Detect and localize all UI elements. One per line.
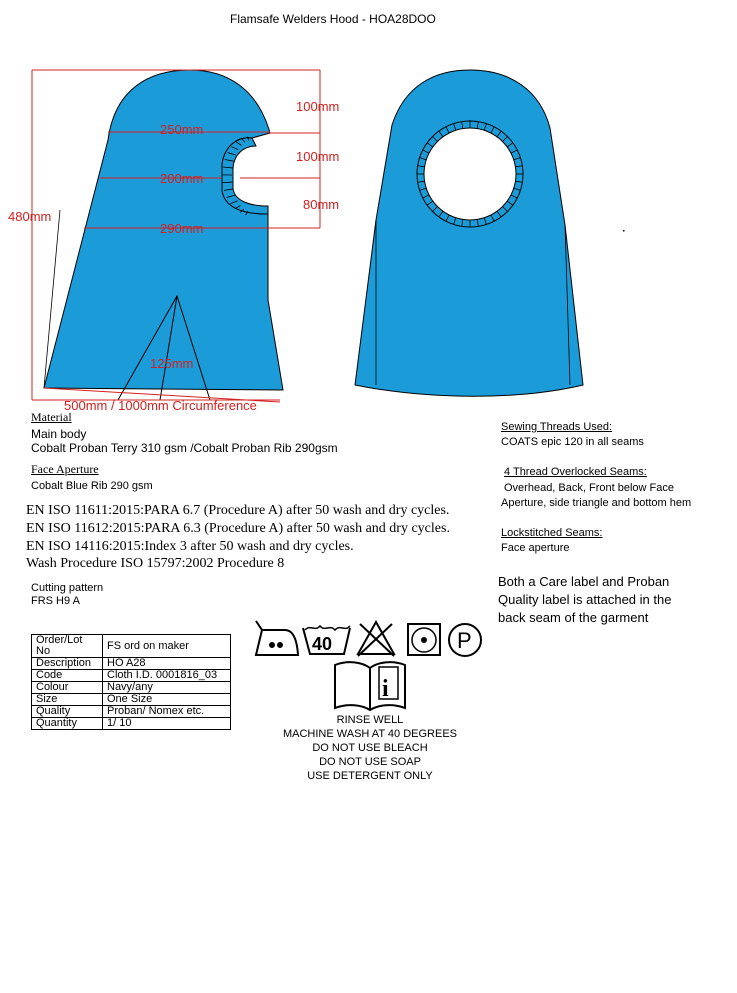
dim-circumference: 500mm / 1000mm Circumference bbox=[64, 398, 257, 413]
main-body-label: Main body bbox=[31, 427, 87, 441]
spec-key: Description bbox=[32, 658, 103, 670]
spec-table bbox=[31, 634, 231, 730]
wash-line: DO NOT USE BLEACH bbox=[312, 742, 428, 754]
threads-value: COATS epic 120 in all seams bbox=[501, 436, 644, 448]
care-symbols bbox=[256, 621, 481, 710]
dim-triangle: 125mm bbox=[150, 356, 194, 371]
wash-instructions bbox=[270, 713, 470, 783]
dim-width-low: 290mm bbox=[160, 221, 204, 236]
wash-line: USE DETERGENT ONLY bbox=[307, 770, 433, 782]
spec-key: Order/Lot No bbox=[32, 635, 103, 658]
read-instructions-icon bbox=[335, 662, 405, 710]
face-aperture-value: Cobalt Blue Rib 290 gsm bbox=[31, 480, 153, 492]
aperture-rib-band bbox=[222, 138, 268, 214]
hood-front-view bbox=[355, 70, 583, 396]
spec-key: Quantity bbox=[32, 718, 103, 730]
cutting-value: FRS H9 A bbox=[31, 595, 80, 607]
wash-40-icon bbox=[303, 626, 350, 654]
no-bleach-icon bbox=[358, 622, 394, 656]
overlock-heading: 4 Thread Overlocked Seams: bbox=[504, 466, 647, 478]
spec-value: FS ord on maker bbox=[103, 635, 231, 658]
spec-row bbox=[32, 706, 231, 718]
standard-1: EN ISO 11611:2015:PARA 6.7 (Procedure A) after 50 wash and dry cycles. bbox=[26, 503, 450, 518]
spec-value: Proban/ Nomex etc. bbox=[103, 706, 231, 718]
spec-value: Cloth I.D. 0001816_03 bbox=[103, 670, 231, 682]
label-note bbox=[498, 573, 671, 627]
threads-heading: Sewing Threads Used: bbox=[501, 421, 613, 433]
spec-row bbox=[32, 718, 231, 730]
iron-icon bbox=[256, 621, 298, 655]
overlock-line-1: Overhead, Back, Front below Face bbox=[504, 482, 674, 494]
label-note-line: Both a Care label and Proban bbox=[498, 574, 670, 589]
spec-key: Code bbox=[32, 670, 103, 682]
wash-line: RINSE WELL bbox=[336, 714, 404, 726]
dim-width-mid: 200mm bbox=[160, 171, 204, 186]
page-title: Flamsafe Welders Hood - HOA28DOO bbox=[230, 12, 436, 26]
standard-3: EN ISO 14116:2015:Index 3 after 50 wash and dry cycles. bbox=[26, 539, 354, 554]
face-aperture-opening bbox=[424, 128, 516, 220]
spec-row bbox=[32, 670, 231, 682]
wash-line: DO NOT USE SOAP bbox=[319, 756, 421, 768]
spec-value: 1/ 10 bbox=[103, 718, 231, 730]
face-aperture-heading: Face Aperture bbox=[31, 462, 99, 476]
spec-value: Navy/any bbox=[103, 682, 231, 694]
professional-clean-p-icon bbox=[449, 624, 481, 656]
spec-key: Size bbox=[32, 694, 103, 706]
overlock-line-2: Aperture, side triangle and bottom hem bbox=[501, 497, 692, 509]
standard-2: EN ISO 11612:2015:PARA 6.3 (Procedure A) after 50 wash and dry cycles. bbox=[26, 521, 450, 536]
dim-aperture: 100mm bbox=[296, 149, 340, 164]
svg-text:P: P bbox=[457, 628, 472, 653]
main-body-value: Cobalt Proban Terry 310 gsm /Cobalt Proban Rib 290gsm bbox=[31, 441, 338, 455]
spec-value: HO A28 bbox=[103, 658, 231, 670]
spec-key: Colour bbox=[32, 682, 103, 694]
dim-lower: 80mm bbox=[303, 197, 340, 212]
hood-side-view bbox=[32, 70, 320, 402]
tumble-dry-icon bbox=[408, 624, 440, 655]
spec-row bbox=[32, 694, 231, 706]
lockstitch-heading: Lockstitched Seams: bbox=[501, 527, 603, 539]
spec-row bbox=[32, 635, 231, 658]
label-note-line: Quality label is attached in the bbox=[498, 592, 672, 607]
spec-row bbox=[32, 682, 231, 694]
label-note-line: back seam of the garment bbox=[498, 610, 649, 625]
hood-front-body bbox=[355, 70, 583, 396]
dim-height: 480mm bbox=[8, 209, 52, 224]
material-heading: Material bbox=[31, 410, 72, 424]
lockstitch-value: Face aperture bbox=[501, 542, 570, 554]
dim-top: 100mm bbox=[296, 99, 340, 114]
standard-4: Wash Procedure ISO 15797:2002 Procedure 8 bbox=[26, 556, 285, 571]
svg-text:i: i bbox=[382, 676, 389, 702]
spec-key: Quality bbox=[32, 706, 103, 718]
dim-width-top: 250mm bbox=[160, 122, 204, 137]
spec-value: One Size bbox=[103, 694, 231, 706]
cutting-label: Cutting pattern bbox=[31, 582, 104, 594]
spec-row bbox=[32, 658, 231, 670]
wash-line: MACHINE WASH AT 40 DEGREES bbox=[282, 728, 457, 740]
svg-text:40: 40 bbox=[312, 634, 333, 654]
